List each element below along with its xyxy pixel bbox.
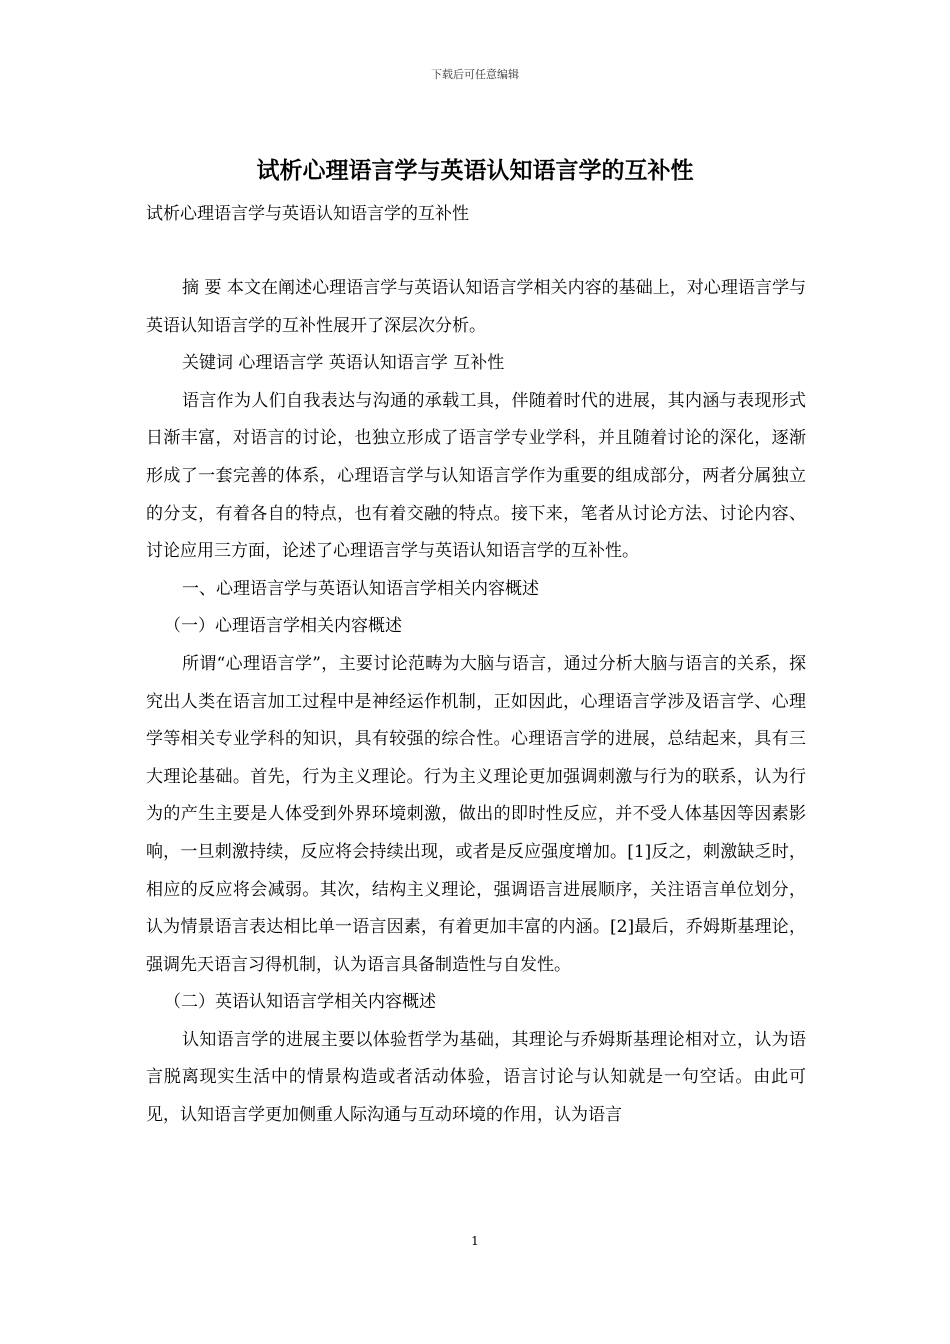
page-number: 1 — [471, 1234, 479, 1248]
section-1-2-heading: （二）英语认知语言学相关内容概述 — [164, 992, 436, 1013]
page-header: 下载后可任意编辑 — [431, 68, 519, 81]
section-1-1-heading: （一）心理语言学相关内容概述 — [164, 616, 402, 637]
abstract-paragraph: 摘 要 本文在阐述心理语言学与英语认知语言学相关内容的基础上，对心理语言学与英语认知语言学的互补性展开了深层次分析。 — [146, 278, 806, 336]
document-title: 试析心理语言学与英语认知语言学的互补性 — [256, 157, 694, 184]
section-1-heading: 一、心理语言学与英语认知语言学相关内容概述 — [182, 578, 539, 599]
keywords-line: 关键词 心理语言学 英语认知语言学 互补性 — [182, 353, 505, 374]
section-1-1-paragraph: 所谓“心理语言学”，主要讨论范畴为大脑与语言，通过分析大脑与语言的关系，探究出人类在语言加工过程中是神经运作机制，正如因此，心理语言学涉及语言学、心理学等相关专业学科的知识，具有较强的综合性。心理语言学的进展，总结起来，具有三大理论基础。首先，行为主义理论。行为主义理论更加强调刺激与行为的联系，认为行为的产生主要是人体受到外界环境刺激，做出的即时性反应，并不受人体基因等因素影响，一旦刺激持续，反应将会持续出现，或者是反应强度增加。[1]反之，刺激缺乏时，相应的反应将会减弱。其次，结构主义理论，强调语言进展顺序，关注语言单位划分，认为情景语言表达相比单一语言因素，有着更加丰富的内涵。[2]最后，乔姆斯基理论，强调先天语言习得机制，认为语言具备制造性与自发性。 — [146, 653, 806, 975]
document-body — [146, 270, 806, 1135]
section-1-2-paragraph: 认知语言学的进展主要以体验哲学为基础，其理论与乔姆斯基理论相对立，认为语言脱离现实生活中的情景构造或者活动体验，语言讨论与认知就是一句空话。由此可见，认知语言学更加侧重人际沟通与互动环境的作用，认为语言 — [146, 1029, 806, 1126]
intro-paragraph: 语言作为人们自我表达与沟通的承载工具，伴随着时代的进展，其内涵与表现形式日渐丰富，对语言的讨论，也独立形成了语言学专业学科，并且随着讨论的深化，逐渐形成了一套完善的体系，心理语言学与认知语言学作为重要的组成部分，两者分属独立的分支，有着各自的特点，也有着交融的特点。接下来，笔者从讨论方法、讨论内容、讨论应用三方面，论述了心理语言学与英语认知语言学的互补性。 — [146, 390, 806, 562]
document-subtitle: 试析心理语言学与英语认知语言学的互补性 — [146, 204, 469, 224]
